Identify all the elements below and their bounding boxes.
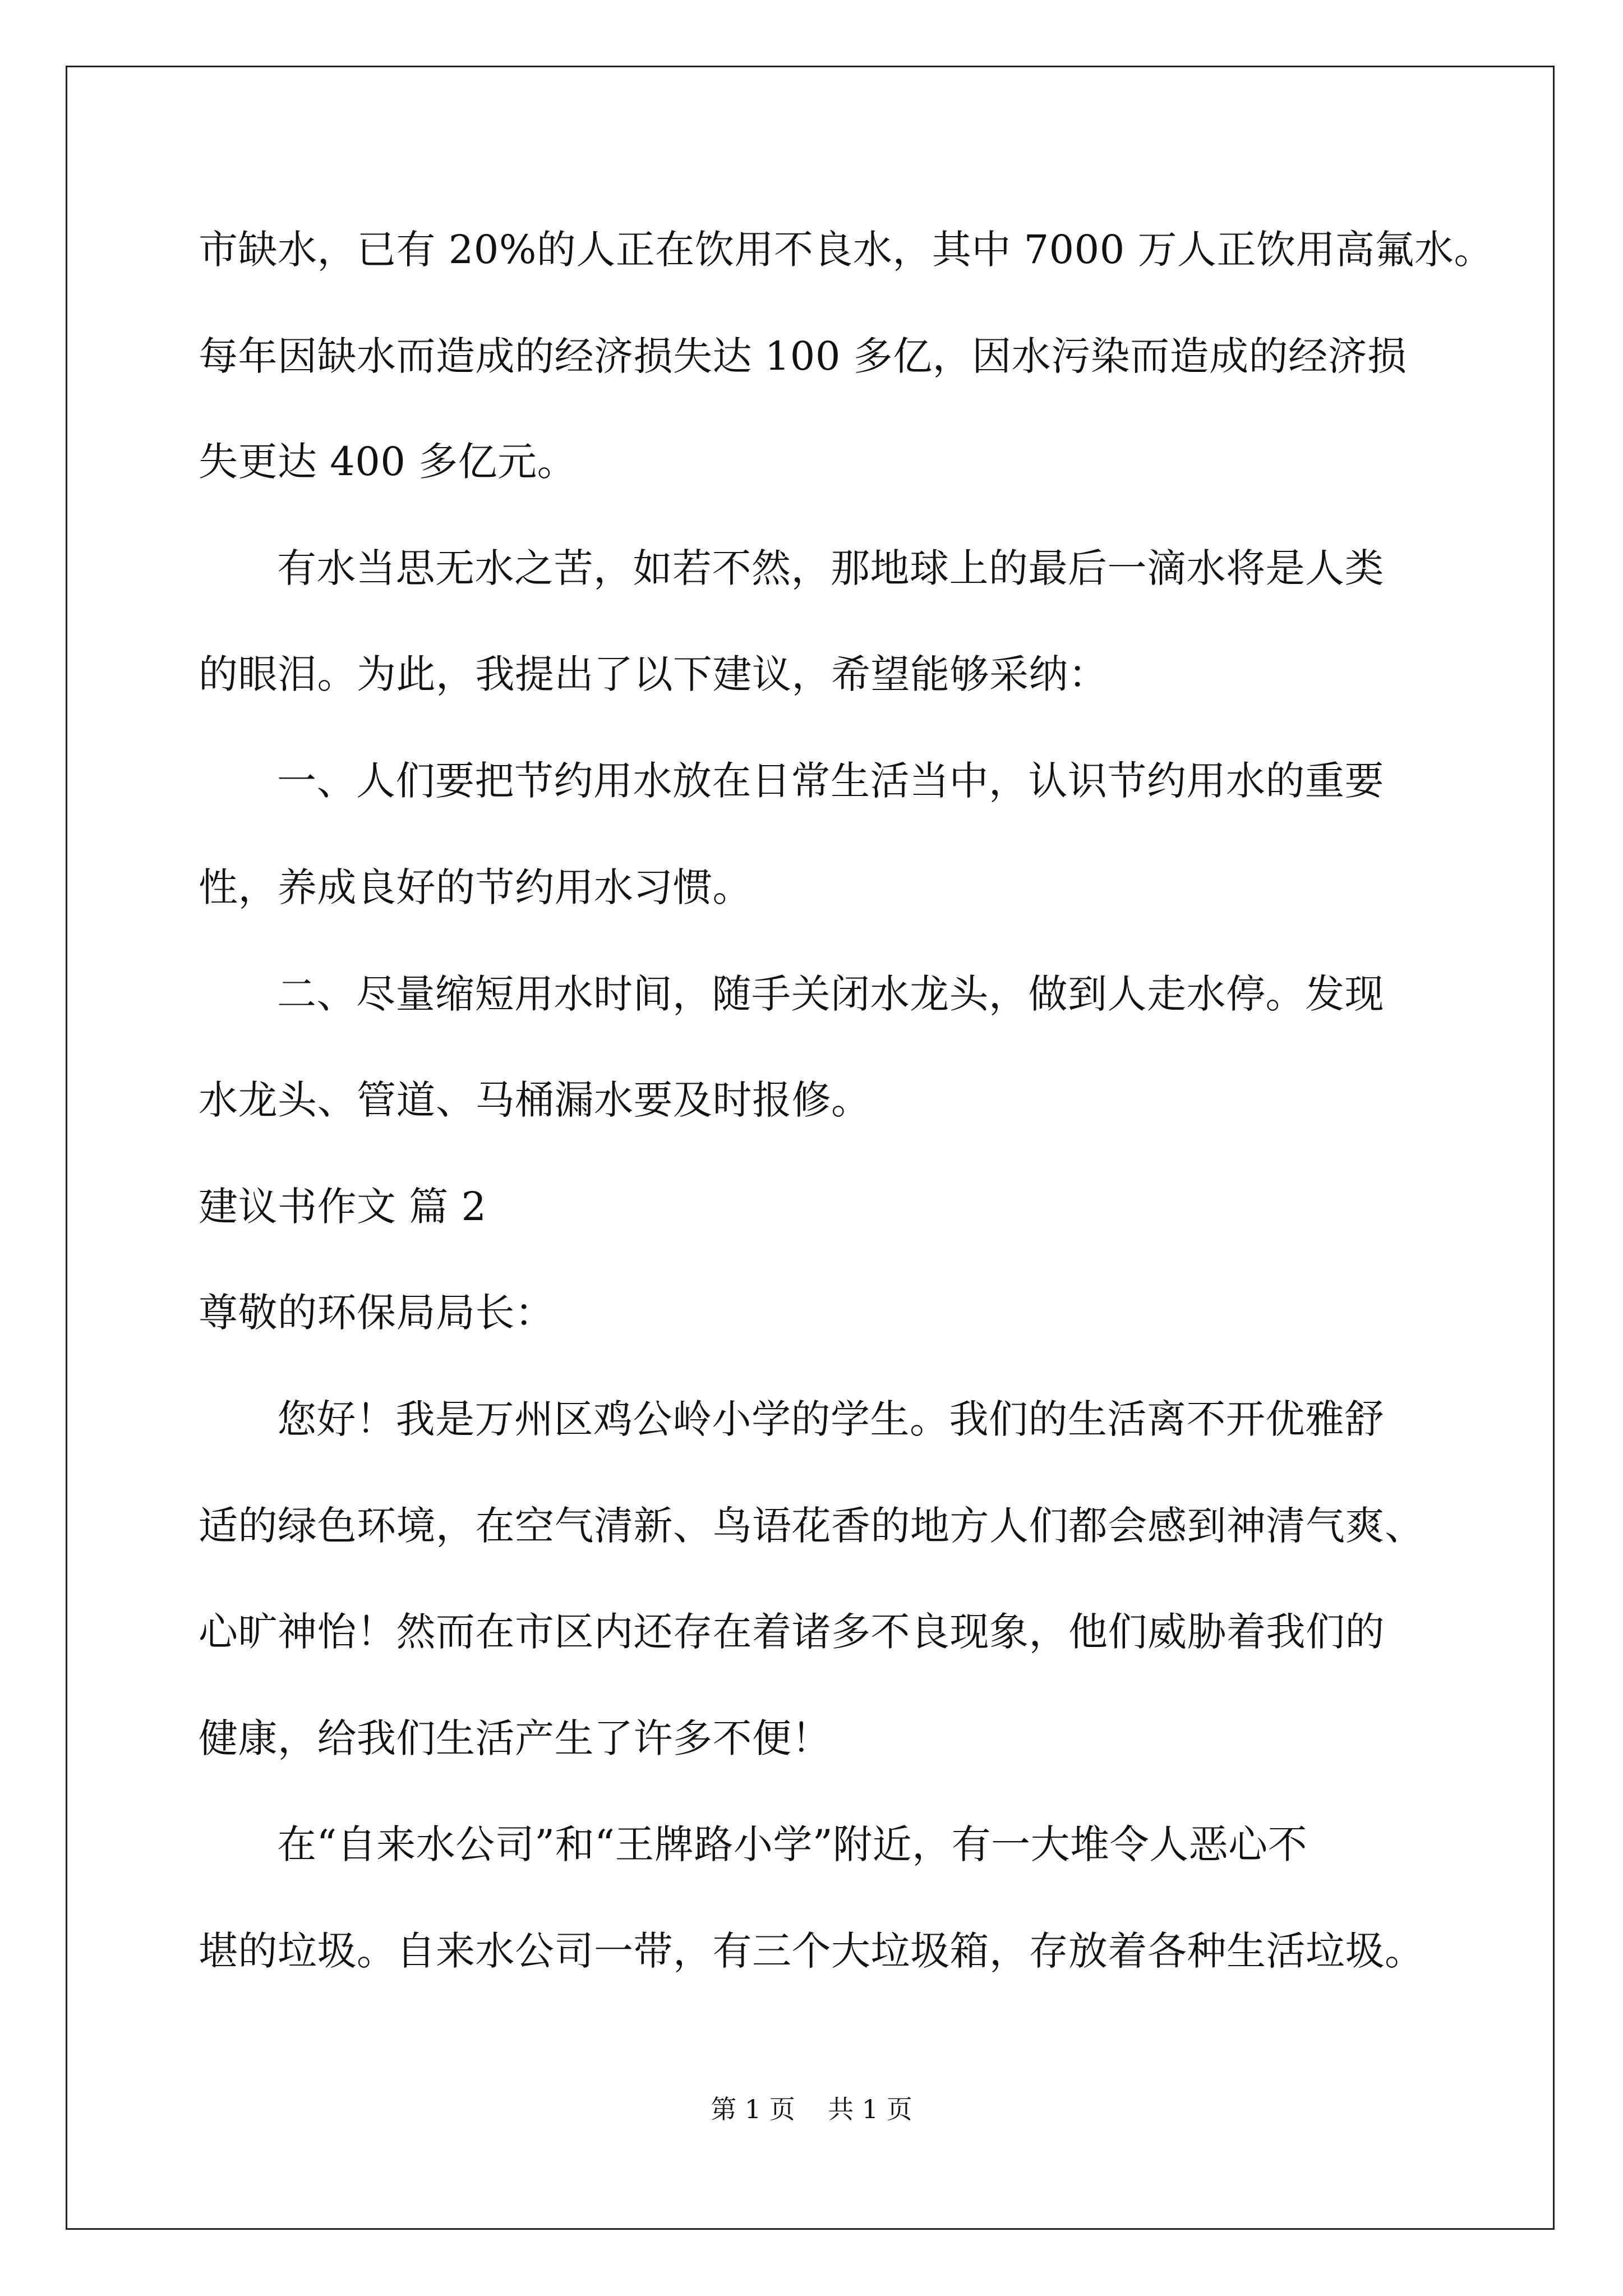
salutation: 尊敬的环保局局长： [199, 1290, 555, 1336]
section-heading: 建议书作文 篇 2 [199, 1184, 487, 1230]
body-line: 在“自来水公司”和“王牌路小学”附近，有一大堆令人恶心不 [277, 1821, 1308, 1867]
body-line: 二、尽量缩短用水时间，随手关闭水龙头，做到人走水停。发现 [277, 971, 1384, 1017]
body-line: 每年因缺水而造成的经济损失达 100 多亿，因水污染而造成的经济损 [199, 333, 1407, 379]
body-line: 一、人们要把节约用水放在日常生活当中，认识节约用水的重要 [277, 758, 1384, 804]
body-line: 堪的垃圾。自来水公司一带，有三个大垃圾箱，存放着各种生活垃圾。 [199, 1928, 1424, 1974]
body-line: 适的绿色环境，在空气清新、鸟语花香的地方人们都会感到神清气爽、 [199, 1503, 1424, 1549]
body-line: 的眼泪。为此，我提出了以下建议，希望能够采纳： [199, 651, 1108, 697]
body-line: 失更达 400 多亿元。 [199, 439, 577, 485]
body-line: 性，养成良好的节约用水习惯。 [199, 864, 752, 910]
page-border [66, 66, 1555, 2230]
body-line: 您好！我是万州区鸡公岭小学的学生。我们的生活离不开优雅舒 [277, 1396, 1384, 1442]
body-line: 健康，给我们生活产生了许多不便！ [199, 1715, 831, 1761]
body-line: 有水当思无水之苦，如若不然，那地球上的最后一滴水将是人类 [277, 545, 1384, 591]
page-footer: 第 1 页 共 1 页 [711, 2094, 912, 2124]
body-line: 水龙头、管道、马桶漏水要及时报修。 [199, 1077, 871, 1123]
body-line: 心旷神怡！然而在市区内还存在着诸多不良现象，他们威胁着我们的 [199, 1609, 1385, 1655]
body-line: 市缺水，已有 20%的人正在饮用不良水，其中 7000 万人正饮用高氟水。 [199, 227, 1493, 273]
